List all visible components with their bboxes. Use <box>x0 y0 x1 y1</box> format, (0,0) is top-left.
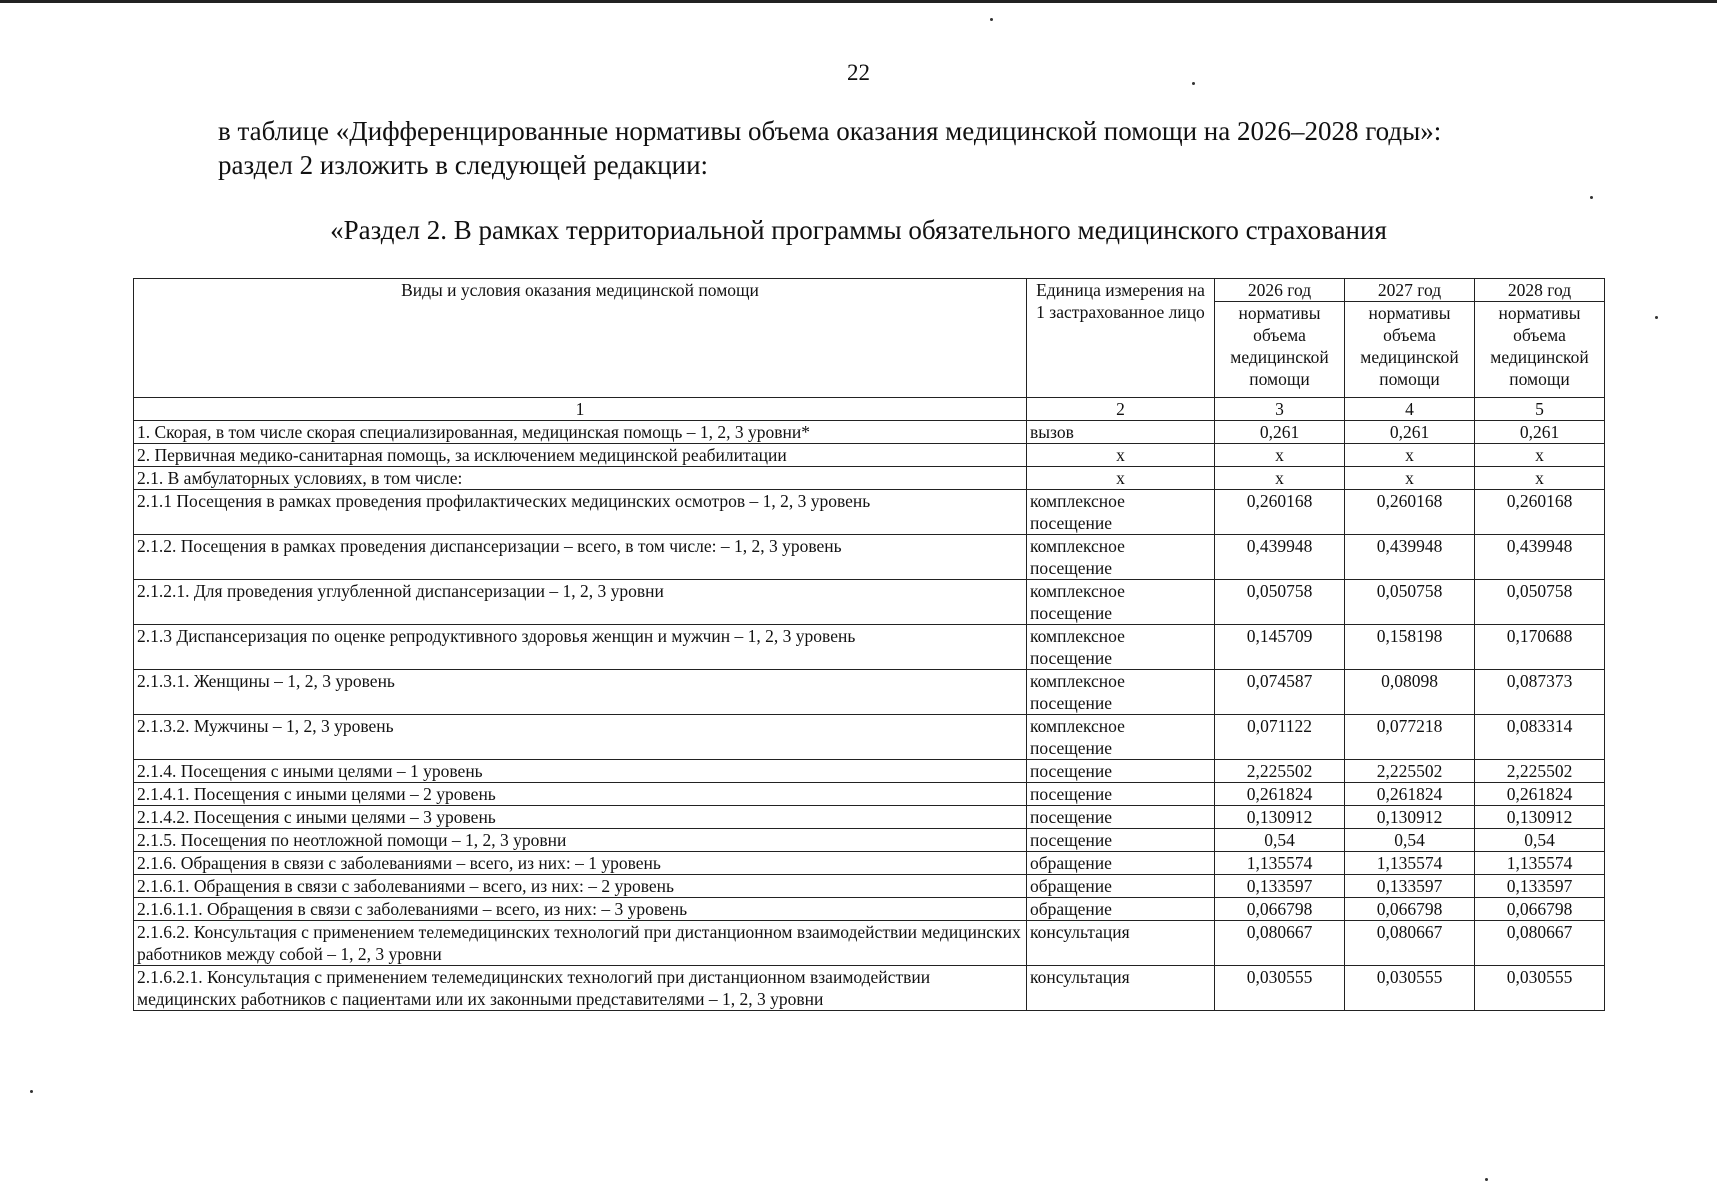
row-value-2026: 0,050758 <box>1215 580 1345 625</box>
row-name-cell: 2.1.6.2. Консультация с применением телемедицинских технологий при дистанционном взаимодействии медицинских работников между собой – 1, 2, 3 уровни <box>134 921 1027 966</box>
row-name-cell: 2.1.5. Посещения по неотложной помощи – 1, 2, 3 уровни <box>134 829 1027 852</box>
row-value-2026: 0,133597 <box>1215 875 1345 898</box>
row-value-2026: 0,080667 <box>1215 921 1345 966</box>
row-value-2027: 0,130912 <box>1345 806 1475 829</box>
row-value-2028: 0,439948 <box>1475 535 1605 580</box>
table-row <box>134 829 1605 852</box>
norm-2026-label: нормативы объема медицинской помощи <box>1230 303 1329 389</box>
row-name-cell: 2.1.3.2. Мужчины – 1, 2, 3 уровень <box>134 715 1027 760</box>
row-value-2027: х <box>1345 467 1475 490</box>
row-name-cell: 2.1. В амбулаторных условиях, в том числе: <box>134 467 1027 490</box>
row-value-2026: 2,225502 <box>1215 760 1345 783</box>
row-value-2027: 0,080667 <box>1345 921 1475 966</box>
row-unit-cell: комплексное посещение <box>1027 580 1215 625</box>
row-unit-cell: комплексное посещение <box>1027 490 1215 535</box>
row-name-cell: 2.1.6.2.1. Консультация с применением телемедицинских технологий при дистанционном взаимодействии медицинских работников с пациентами или их законными представителями – 1, 2, 3 уровни <box>134 966 1027 1011</box>
row-value-2027: 0,050758 <box>1345 580 1475 625</box>
row-value-2027: 2,225502 <box>1345 760 1475 783</box>
row-value-2028: 0,030555 <box>1475 966 1605 1011</box>
row-value-2026: х <box>1215 444 1345 467</box>
year-2027-label: 2027 год <box>1345 279 1474 302</box>
table-row <box>134 535 1605 580</box>
row-value-2026: 0,54 <box>1215 829 1345 852</box>
row-value-2026: 0,071122 <box>1215 715 1345 760</box>
row-value-2027: 0,439948 <box>1345 535 1475 580</box>
row-unit-cell: комплексное посещение <box>1027 535 1215 580</box>
row-unit-cell: вызов <box>1027 421 1215 444</box>
year-2026-label: 2026 год <box>1215 279 1344 302</box>
row-name-cell: 2.1.2. Посещения в рамках проведения диспансеризации – всего, в том числе: – 1, 2, 3 уровень <box>134 535 1027 580</box>
scan-speck <box>1485 1178 1488 1181</box>
row-value-2028: х <box>1475 467 1605 490</box>
intro-line-1: в таблице «Дифференцированные нормативы объема оказания медицинской помощи на 2026–2028 годы»: <box>218 116 1442 146</box>
scan-speck <box>1590 196 1593 199</box>
table-row <box>134 670 1605 715</box>
header-kinds: Виды и условия оказания медицинской помощи <box>134 279 1027 398</box>
page-number: 22 <box>847 60 870 85</box>
table-row <box>134 898 1605 921</box>
row-value-2028: 0,260168 <box>1475 490 1605 535</box>
table-row <box>134 806 1605 829</box>
row-value-2026: 0,074587 <box>1215 670 1345 715</box>
table-row <box>134 715 1605 760</box>
numbering-cell: 3 <box>1215 398 1345 421</box>
year-2028-label: 2028 год <box>1475 279 1604 302</box>
header-unit: Единица измерения на 1 застрахованное лицо <box>1027 279 1215 398</box>
row-unit-cell: х <box>1027 467 1215 490</box>
table-row <box>134 852 1605 875</box>
row-value-2028: 0,261 <box>1475 421 1605 444</box>
table-row <box>134 783 1605 806</box>
table-row <box>134 444 1605 467</box>
row-unit-cell: посещение <box>1027 829 1215 852</box>
row-value-2027: 0,08098 <box>1345 670 1475 715</box>
row-value-2028: 0,133597 <box>1475 875 1605 898</box>
table-row <box>134 760 1605 783</box>
row-value-2028: 0,083314 <box>1475 715 1605 760</box>
numbering-cell: 5 <box>1475 398 1605 421</box>
row-name-cell: 2.1.6.1.1. Обращения в связи с заболеваниями – всего, из них: – 3 уровень <box>134 898 1027 921</box>
row-unit-cell: комплексное посещение <box>1027 670 1215 715</box>
row-value-2026: 0,261 <box>1215 421 1345 444</box>
table-row <box>134 921 1605 966</box>
row-value-2028: 1,135574 <box>1475 852 1605 875</box>
scan-speck <box>30 1090 33 1093</box>
table-row <box>134 421 1605 444</box>
row-value-2027: 0,030555 <box>1345 966 1475 1011</box>
row-value-2026: х <box>1215 467 1345 490</box>
row-unit-cell: комплексное посещение <box>1027 625 1215 670</box>
row-unit-cell: обращение <box>1027 898 1215 921</box>
row-value-2028: 0,066798 <box>1475 898 1605 921</box>
row-value-2027: 0,54 <box>1345 829 1475 852</box>
numbering-cell: 2 <box>1027 398 1215 421</box>
header-2028 <box>1475 279 1605 398</box>
row-value-2026: 0,066798 <box>1215 898 1345 921</box>
row-name-cell: 2.1.6.1. Обращения в связи с заболеваниями – всего, из них: – 2 уровень <box>134 875 1027 898</box>
row-value-2026: 0,130912 <box>1215 806 1345 829</box>
row-value-2026: 0,439948 <box>1215 535 1345 580</box>
row-name-cell: 2.1.3.1. Женщины – 1, 2, 3 уровень <box>134 670 1027 715</box>
row-name-cell: 2.1.4.1. Посещения с иными целями – 2 уровень <box>134 783 1027 806</box>
row-value-2028: х <box>1475 444 1605 467</box>
row-value-2028: 0,080667 <box>1475 921 1605 966</box>
row-value-2028: 2,225502 <box>1475 760 1605 783</box>
row-value-2027: 0,133597 <box>1345 875 1475 898</box>
table-row <box>134 875 1605 898</box>
row-unit-cell: комплексное посещение <box>1027 715 1215 760</box>
scan-speck <box>1192 82 1195 85</box>
table-row <box>134 580 1605 625</box>
row-name-cell: 2.1.4.2. Посещения с иными целями – 3 уровень <box>134 806 1027 829</box>
row-unit-cell: обращение <box>1027 875 1215 898</box>
row-value-2028: 0,170688 <box>1475 625 1605 670</box>
numbering-cell: 1 <box>134 398 1027 421</box>
row-value-2026: 0,260168 <box>1215 490 1345 535</box>
table-row <box>134 467 1605 490</box>
row-name-cell: 2.1.2.1. Для проведения углубленной диспансеризации – 1, 2, 3 уровни <box>134 580 1027 625</box>
scan-speck <box>1655 316 1658 319</box>
row-unit-cell: обращение <box>1027 852 1215 875</box>
row-unit-cell: консультация <box>1027 966 1215 1011</box>
row-value-2027: 0,261824 <box>1345 783 1475 806</box>
scan-speck <box>990 18 993 21</box>
row-value-2026: 0,261824 <box>1215 783 1345 806</box>
header-2026 <box>1215 279 1345 398</box>
row-value-2028: 0,261824 <box>1475 783 1605 806</box>
row-value-2026: 0,145709 <box>1215 625 1345 670</box>
row-value-2028: 0,087373 <box>1475 670 1605 715</box>
row-name-cell: 1. Скорая, в том числе скорая специализированная, медицинская помощь – 1, 2, 3 уровни* <box>134 421 1027 444</box>
numbering-cell: 4 <box>1345 398 1475 421</box>
row-unit-cell: посещение <box>1027 760 1215 783</box>
row-unit-cell: консультация <box>1027 921 1215 966</box>
row-value-2028: 0,130912 <box>1475 806 1605 829</box>
row-value-2027: 0,261 <box>1345 421 1475 444</box>
row-name-cell: 2. Первичная медико-санитарная помощь, за исключением медицинской реабилитации <box>134 444 1027 467</box>
header-row <box>134 279 1605 398</box>
norm-2027-label: нормативы объема медицинской помощи <box>1360 303 1459 389</box>
row-value-2027: 0,077218 <box>1345 715 1475 760</box>
row-unit-cell: посещение <box>1027 783 1215 806</box>
row-value-2028: 0,050758 <box>1475 580 1605 625</box>
row-name-cell: 2.1.4. Посещения с иными целями – 1 уровень <box>134 760 1027 783</box>
row-value-2027: 0,158198 <box>1345 625 1475 670</box>
row-value-2026: 0,030555 <box>1215 966 1345 1011</box>
row-name-cell: 2.1.3 Диспансеризация по оценке репродуктивного здоровья женщин и мужчин – 1, 2, 3 уровень <box>134 625 1027 670</box>
row-name-cell: 2.1.6. Обращения в связи с заболеваниями – всего, из них: – 1 уровень <box>134 852 1027 875</box>
header-2027 <box>1345 279 1475 398</box>
row-unit-cell: посещение <box>1027 806 1215 829</box>
page-top-border <box>0 0 1717 3</box>
row-unit-cell: х <box>1027 444 1215 467</box>
row-value-2027: 1,135574 <box>1345 852 1475 875</box>
table-row <box>134 490 1605 535</box>
row-value-2026: 1,135574 <box>1215 852 1345 875</box>
table-row <box>134 625 1605 670</box>
row-value-2027: 0,260168 <box>1345 490 1475 535</box>
row-value-2028: 0,54 <box>1475 829 1605 852</box>
norm-2028-label: нормативы объема медицинской помощи <box>1490 303 1589 389</box>
row-value-2027: 0,066798 <box>1345 898 1475 921</box>
intro-paragraph <box>218 114 1558 182</box>
intro-line-2: раздел 2 изложить в следующей редакции: <box>218 150 709 180</box>
row-value-2027: х <box>1345 444 1475 467</box>
table-row <box>134 966 1605 1011</box>
numbering-row <box>134 398 1605 421</box>
row-name-cell: 2.1.1 Посещения в рамках проведения профилактических медицинских осмотров – 1, 2, 3 уровень <box>134 490 1027 535</box>
section-title: «Раздел 2. В рамках территориальной программы обязательного медицинского страхования <box>330 215 1387 245</box>
norms-table <box>133 278 1605 1011</box>
